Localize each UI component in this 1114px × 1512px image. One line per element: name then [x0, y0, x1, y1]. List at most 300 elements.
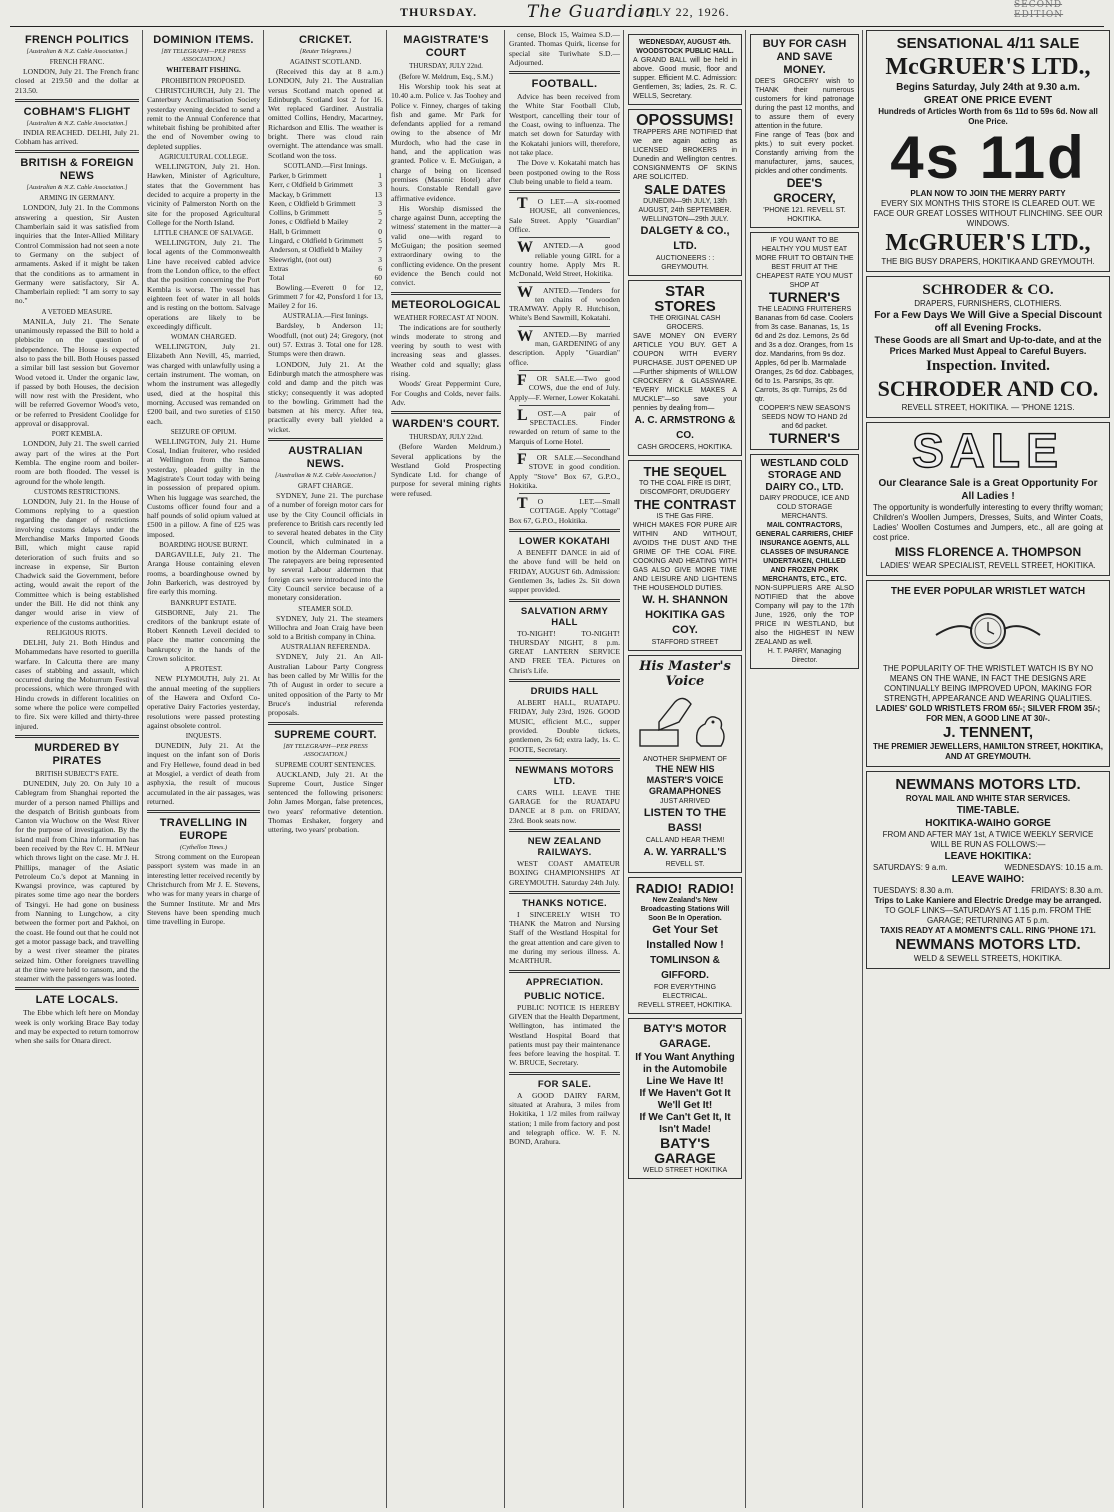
headline-meteorological: METEOROLOGICAL	[391, 298, 501, 311]
article-text: The indications are for southerly winds moderate to strong and veering by south to west with increasing seas and glasses. Weather cold and squally; glass rising.	[391, 322, 501, 379]
notice-heading: NEWMANS MOTORS LTD.	[515, 764, 614, 787]
ad-text: CALL AND HEAR THEM!	[645, 837, 725, 844]
article-text: LONDON, July 21. The swell carried away part of the wires at the Port Kembla. The engine room and boiler-room are both flooded. The vessel is aground for the whole length.	[15, 439, 139, 486]
notice-heading: NEW ZEALAND RAILWAYS.	[527, 836, 602, 858]
ad-subheading: SALE DATES	[644, 182, 726, 197]
timetable-cell: TUESDAYS: 8.30 a.m.	[873, 886, 954, 895]
notice-heading: FOR SALE.	[537, 1078, 592, 1090]
article-text: The Dove v. Kokatahi match has been postponed owing to the Ross Club being unable to field a team.	[509, 158, 620, 186]
ad-schroder	[866, 276, 1110, 418]
column-rule	[745, 30, 746, 1508]
article-text: LONDON, July 21. At the Edinburgh match the atmosphere was cold and damp and the pitch was sticky; consequently it was adopted to the bowling. Grimmett had the batsmen at his mercy. After tea, practically every ball yielded a wicket.	[268, 359, 383, 434]
subhead: SEIZURE OF OPIUM.	[170, 427, 237, 436]
subhead: BANKRUPT ESTATE.	[170, 598, 237, 607]
article-text: (Before Warden Meldrum.) Several applications by the Westland Gold Prospecting Syndicate Ltd. for change of purpose for several mining rights were refused.	[391, 442, 501, 498]
batsman: Collins, b Grimmett	[269, 208, 330, 218]
article-text: INDIA REACHED. DELHI, July 21. Cobham has arrived.	[15, 127, 139, 147]
classified-ad: WANTED.—A good reliable young GIRL for a country home. Apply Mrs R. McDonald, Weld Street, Hokitika.	[509, 239, 620, 279]
headline-supreme-court: SUPREME COURT.	[274, 728, 377, 741]
article-text: DELHI, July 21. Both Hindus and Mohammedans have resorted to guerilla warfare. In Calcutta there are many cases of stabbing and assault, which occurred during the Mohurrum Festival processions, which were thronged with Hindu crowds in different localities on some where the police were compelled to fire. Six were killed and thirty-three injured.	[15, 637, 139, 731]
headline-magistrates-court: MAGISTRATE'S COURT	[403, 34, 489, 59]
timetable-heading: LEAVE WAIHO:	[951, 874, 1025, 885]
notice-text: I SINCERELY WISH TO THANK the Matron and Nursing Staff of the Westland Hospital for the great attention and care given to me during my serious illness. A. McARTHUR.	[509, 909, 620, 966]
ad-company: W. H. SHANNON	[642, 594, 728, 606]
batsman: Kerr, c Oldfield b Grimmett	[269, 180, 354, 190]
ad-company: DEE'S GROCERY,	[773, 176, 836, 205]
divider	[509, 829, 620, 832]
classified-ad: LOST.—A pair of SPECTACLES. Finder rewarded on return of same to the Marquis of Lorne Hotel.	[509, 406, 620, 446]
divider	[15, 99, 139, 102]
ad-star-stores	[628, 280, 742, 456]
batsman: Hall, b Grimmett	[269, 226, 321, 236]
headline-french-politics: FRENCH POLITICS	[24, 34, 130, 46]
article-text: Strong comment on the European passport system was made in an interesting letter received recently by Christchurch from Mr J. E. Stevens, who was for many years in charge of the Sumner Institute. Mr and Mrs Stevens have been spending much time travelling in Europe.	[147, 852, 261, 927]
right-ad-block	[866, 30, 1110, 1508]
ad-company: A. W. YARRALL'S	[643, 847, 727, 858]
ad-text: DUNEDIN—9th JULY, 13th AUGUST, 24th SEPTEMBER. WELLINGTON—29th JULY.	[638, 198, 732, 223]
masthead-title: The Guardian	[527, 2, 657, 22]
ad-heading: BATY'S MOTOR GARAGE.	[643, 1023, 727, 1050]
score-row	[268, 199, 383, 208]
article-text: WELLINGTON, July 21. Elizabeth Ann Nevill, 45, married, was charged with unlawfully using a certain instrument. The woman, on whom the instrument was allegedly used, died at the hospital this morning. Accused was remanded on £200 bail, and two sureties of £150 each.	[147, 342, 260, 426]
masthead-edition: SECOND EDITION	[1014, 0, 1064, 20]
headline-late-locals: LATE LOCALS.	[35, 994, 119, 1007]
ad-text: TRAPPERS ARE NOTIFIED that we are again acting as LICENSED BROKERS in Dunedin and Wellington centres. CONSIGNMENTS OF SKINS ARE SOLICITED.	[633, 129, 737, 181]
subhead: GRAFT CHARGE.	[297, 481, 354, 490]
ad-text: Our Clearance Sale is a Great Opportunity For All Ladies !	[878, 478, 1098, 502]
ad-heading: THE SEQUEL	[643, 464, 727, 479]
byline: (Cythellon Times.)	[179, 844, 228, 852]
article-text: (Received this day at 8 a.m.) LONDON, July 21. The Australian versus Scotland match opened at Edinburgh. Scotland lost 2 for 16. Wet replaced Gardiner. Australia omitted Collins, Hendry, Macartney, Richardson and Ellis. The weather is bright. There was cloud rain overnight. The attendance was small. Scotland won the toss.	[268, 67, 383, 160]
ad-heading: THE CONTRAST	[634, 497, 736, 512]
ad-company: SCHRODER & CO.	[922, 282, 1054, 298]
gramophone-illustration	[633, 692, 737, 752]
subhead: RELIGIOUS RIOTS.	[46, 628, 108, 637]
ad-text: CASH GROCERS, HOKITIKA.	[637, 444, 733, 451]
notice-text: TO-NIGHT! TO-NIGHT! THURSDAY NIGHT, 8 p.m. GREAT LANTERN SERVICE AND FREE TEA. Pictures on Christ's Life.	[509, 628, 620, 675]
headline-murdered-by-pirates: MURDERED BY PIRATES	[34, 741, 120, 767]
article-text: SYDNEY, June 21. The purchase of a number of foreign motor cars for use by the City Council officials in preference to British cars recently led to several heated debates in the City Council, which culminated in a motion by the Alderman Courtenay. The ratepayers are being represented by several Labour aldermen that foreign cars were introduced into the City Council service because of a monetary consideration.	[268, 490, 383, 603]
byline: [Australian & N.Z. Cable Association.]	[26, 184, 128, 192]
ad-heading: LISTEN TO THE BASS!	[643, 807, 727, 834]
article-text: AUCKLAND, July 21. At the Supreme Court, Justice Singer sentenced the following prisoners: John James Morgan, false pretences, two years' reformative detention. Thomas Ershaker, forgery and uttering, two years' probation.	[268, 769, 383, 835]
classified-ad: WANTED.—By married man, GARDENING of any description. Apply "Guardian" office.	[509, 327, 620, 367]
ad-batys-garage	[628, 1018, 742, 1179]
ad-date: WEDNESDAY, AUGUST 4th.	[639, 39, 731, 46]
subhead: THURSDAY, JULY 22nd.	[409, 433, 483, 442]
byline: [Australian & N.Z. Cable Association.]	[275, 471, 376, 479]
divider	[268, 722, 383, 725]
ad-text: REVELL STREET, HOKITIKA. — 'PHONE 121S.	[901, 403, 1075, 412]
divider	[15, 150, 139, 153]
divider	[15, 987, 139, 990]
ad-text: Hundreds of Articles Worth from 6s 11d to 59s 6d. Now all One Price.	[878, 107, 1098, 126]
ad-heading: HOKITIKA-WAIHO GORGE	[925, 818, 1051, 829]
timetable-cell: FRIDAYS: 8.30 a.m.	[1031, 886, 1103, 895]
ad-company: McGRUER'S LTD.,	[885, 230, 1091, 256]
runs: 3	[378, 180, 382, 190]
article-text: cense, Block 15, Waimea S.D.—Granted. Thomas Quirk, license for special site Turiwhate S.D.—Adjourned.	[509, 30, 620, 67]
divider	[519, 282, 610, 283]
ad-text: STAFFORD STREET	[651, 639, 719, 646]
headline-cobham-flight: COBHAM'S FLIGHT	[23, 105, 131, 118]
divider	[509, 529, 620, 532]
ad-mcgruers-sale	[866, 30, 1110, 272]
timetable-heading: LEAVE HOKITIKA:	[944, 851, 1032, 862]
ad-woodstock-ball	[628, 34, 742, 105]
ad-heading: OPOSSUMS!	[636, 112, 734, 129]
article-text: WELLINGTON, July 21. The local agents of the Commonwealth Line have received cabled advice from the London office, to the effect that the position concerning the Port Kembla is worse. The vessel has eighteen feet of water in all holds and is resting on the bottom. Salvage operations are likely to be exceedingly difficult.	[147, 238, 260, 331]
divider	[15, 735, 139, 738]
article-text: NEW PLYMOUTH, July 21. At the annual meeting of the suppliers of the Hawera and Oxford Co-operative Dairy Factories yesterday, resolutions were passed protesting against obsolete control.	[147, 674, 260, 730]
classified-ad: TO LET.—Small COTTAGE. Apply "Cottage" Box 67, G.P.O., Hokitika.	[509, 495, 620, 525]
runs: 2	[378, 217, 382, 227]
ad-heading: SALE	[911, 425, 1064, 478]
ad-company: McGRUER'S LTD.,	[885, 54, 1091, 80]
ad-radio	[628, 877, 742, 1014]
notice-heading: SALVATION ARMY HALL	[520, 605, 609, 628]
ad-heading: RADIO!	[687, 881, 735, 896]
ad-company: HOKITIKA GAS COY.	[645, 609, 725, 636]
divider	[509, 679, 620, 682]
ad-text: WELD STREET HOKITIKA	[642, 1167, 728, 1174]
subhead: WHITEBAIT FISHING.	[166, 66, 241, 74]
ad-heading: Get Your Set Installed Now !	[646, 924, 724, 951]
ad-text: Fine range of Teas (box and pkts.) to suit every pocket. Constantly arriving from the manufacturer, jams, sauces, pickles and other condiments.	[755, 132, 854, 175]
masthead-day: THURSDAY.	[400, 5, 478, 19]
ad-thompson-sale	[866, 422, 1110, 576]
article-text: GISBORNE, July 21. The creditors of the bankrupt estate of Robert Kenneth Leveil decided to place the matter concerning the bankruptcy in the hands of the Crown solicitor.	[147, 607, 260, 664]
ad-text: WELD & SEWELL STREETS, HOKITIKA.	[913, 954, 1063, 963]
score-row	[268, 264, 383, 273]
divider	[268, 438, 383, 441]
ad-text: SAVE MONEY ON EVERY ARTICLE YOU BUY. GET A COUPON WITH EVERY PURCHASE. JUST OPENED UP—Further shipments of WILLOW CROCKERY & GLASSWARE. "EVERY MICKLE MAKES A MUCKLE"—so save your pennies by dealing from—	[633, 333, 737, 412]
column-rule	[504, 30, 505, 1508]
batsman: Total	[269, 273, 285, 283]
column-3	[265, 30, 386, 1508]
score-row	[268, 190, 383, 199]
ad-text: IS THE Gas FIRE.	[656, 513, 714, 520]
subhead: WOMAN CHARGED.	[170, 333, 237, 342]
ad-company: TOMLINSON & GIFFORD.	[650, 955, 720, 981]
ad-company: TURNER'S	[769, 289, 840, 305]
batsman: Lingard, c Oldfield b Grimmett	[269, 236, 364, 246]
byline: [Australian & N.Z. Cable Association.]	[26, 119, 128, 127]
notice-heading: PUBLIC NOTICE.	[524, 990, 605, 1002]
batsman: Parker, b Grimmett	[269, 170, 327, 180]
ad-text: THE BIG BUSY DRAPERS, HOKITIKA AND GREYMOUTH.	[881, 257, 1095, 266]
notice-text: A GOOD DAIRY FARM, situated at Arahura, 3 miles from Hokitika, 1 1/2 miles from railway station; 1 mile from factory and post and telegraph office. W. F. N. BOND, Arahura.	[509, 1090, 620, 1147]
timetable-row	[873, 863, 1103, 873]
headline-british-foreign-news: BRITISH & FOREIGN NEWS	[20, 157, 134, 183]
ad-subheading: ROYAL MAIL AND WHITE STAR SERVICES.	[905, 794, 1071, 803]
headline-wardens-court: WARDEN'S COURT.	[392, 418, 500, 431]
ad-text: A GRAND BALL will be held in above. Good music, floor and supper. Efficient M.C. Admission: Gentlemen, 3s; ladies, 2s. R. C. WELLS, Secretary.	[633, 57, 737, 100]
article-text: WELLINGTON, July 21. Hon. Hawken, Minister of Agriculture, states that the Government has decided to acquire a property in the vicinity of Palmerston North on the site for the proposed Agricultural College for the North Island.	[147, 162, 260, 227]
ad-subheading: THE LEADING FRUITERERS	[757, 306, 852, 313]
divider	[147, 810, 260, 813]
divider	[509, 891, 620, 894]
masthead-date: JULY 22, 1926.	[640, 5, 730, 19]
notice-heading: APPRECIATION.	[525, 976, 604, 988]
ad-text: GREAT ONE PRICE EVENT	[923, 95, 1053, 106]
ad-text: Trips to Lake Kaniere and Electric Dredge may be arranged.	[874, 896, 1102, 905]
subhead: PORT KEMBLA.	[51, 430, 103, 439]
subhead: INQUESTS.	[185, 732, 222, 741]
headline-football: FOOTBALL.	[531, 78, 598, 91]
ad-text: DEE'S GROCERY wish to THANK their numerous customers for kind patronage during the past 12 months, and to assure them of every attention in the future.	[755, 78, 854, 130]
column-4	[388, 30, 504, 1508]
ad-heading: WOODSTOCK PUBLIC HALL.	[636, 48, 734, 55]
divider	[519, 405, 610, 406]
subhead: AUSTRALIAN REFERENDA.	[280, 643, 371, 652]
ad-text: MAIL CONTRACTORS, GENERAL CARRIERS, CHIEF INSURANCE AGENTS, ALL CLASSES OF INSURANCE UNDERTAKEN, CHILLED AND FROZEN PORK MERCHANTS, ETC., ETC.	[755, 522, 854, 583]
timetable-cell: WEDNESDAYS: 10.15 a.m.	[1004, 863, 1103, 872]
ad-text: THE PREMIER JEWELLERS, HAMILTON STREET, HOKITIKA, AND AT GREYMOUTH.	[873, 742, 1103, 761]
ad-company: DALGETY & CO., LTD.	[640, 225, 730, 252]
scorecard	[268, 171, 383, 283]
column-rule	[263, 30, 264, 1508]
ad-his-masters-voice	[628, 655, 742, 873]
article-text: LONDON, July 21. The French franc closed at 219.50 and the dollar at 213.50.	[15, 67, 139, 95]
notice-text: CARS WILL LEAVE THE GARAGE for the RUATAPU DANCE at 8 p.m. on FRIDAY, 23rd. Book seats now.	[509, 787, 620, 825]
ad-text: If We Can't Get It, It Isn't Made!	[639, 1112, 731, 1135]
article-text: DUNEDIN, July 20. On July 10 a Cablegram from Shanghai reported the murder of a person named Phillips and the despatch of British gunboats from Canton via Wuchow on the West River for the purpose of investigation. By the island mail from China information has been received by the Rev C. H. M'Neur which throws light on the case. Mr J. H. Phillips, manager of the Asiatic Petroleum Co.'s depot at Manning in Kwangsi province, was captured by pirates some time ago near the borders of Tsingyi. He had gone on business from Nanning to Lungchow, a city between the former port and Pakhoi, on the coast. He found out that he could not get a motor passage back, and travelling by a west river steamer the pirates seized him. Other foreigners travelling at the time were held to ransom, and the steamer with the passengers was looted.	[15, 778, 139, 984]
column-rule	[142, 30, 143, 1508]
byline: [Australian & N.Z. Cable Association.]	[26, 48, 128, 55]
ad-dees-grocery	[750, 34, 859, 228]
article-text: LONDON, July 21. In the Commons answering a question, Sir Austen Chamberlain said it was satisfied from inquiries that the Inter-Allied Military Control Commission had not seen a note to Germany on the subject of armaments. Asked if it might be taken that the conditions as to armament in Germany were satisfactory, Sir A. Chamberlain replied: "I am sorry to say no."	[15, 203, 139, 306]
ad-company: J. TENNENT,	[942, 724, 1033, 741]
ad-company: NEWMANS MOTORS LTD.	[895, 776, 1081, 793]
divider	[509, 190, 620, 193]
batsman: Mackay, b Grimmett	[269, 189, 332, 199]
ad-heading: WESTLAND COLD STORAGE AND DAIRY CO., LTD.	[760, 458, 849, 493]
ad-hokitika-gas	[628, 460, 742, 651]
runs: 1	[378, 170, 382, 180]
batsman: Anderson, st Oldfield b Mailey	[269, 245, 363, 255]
ad-text: PLAN NOW TO JOIN THE MERRY PARTY	[910, 189, 1066, 198]
runs: 5	[378, 208, 382, 218]
ad-heading: TIME-TABLE.	[956, 805, 1020, 816]
notice-text: ALBERT HALL, RUATAPU. FRIDAY, July 23rd, 1926. GOOD MUSIC, efficient M.C., supper provided. Double tickets, gentlemen, 2s 6d; extra lady, 1s. C. FOOTE, Secretary.	[509, 698, 620, 754]
ad-text: H. T. PARRY, Managing Director.	[767, 648, 842, 664]
article-text: WELLINGTON, July 21. Hume Cosal, Indian fruiterer, who resided at Wellington from the Samoa yesterday, pleaded guilty in the Magistrate's Court today with being in possession of prepared opium. When his luggage was searched, the Customs officer found four and a half pounds of solid opium valued at £500 in a pillow. A fine of £25 was imposed.	[147, 436, 260, 539]
ad-text: TO GOLF LINKS—SATURDAYS AT 1.15 p.m. FROM THE GARAGE; RETURNING AT 5 p.m.	[884, 906, 1092, 925]
masthead	[10, 0, 1104, 27]
article-text: His Worship took his seat at 10.40 a.m. Police v. Jas Toohey and Police v. Finney, charges of taking fish and game. Mr Park for defendants applied for a remand owing to the absence of Mr Murdoch, who had the case in hand, and the application was granted. Police v. E. McGuigan, a charge of being on licensed premises (Masonic Hotel) after hours. Constable Rendall gave affirmative evidence.	[391, 82, 501, 203]
runs: 13	[374, 189, 382, 199]
ad-company: TURNER'S	[769, 430, 840, 446]
subhead: CUSTOMS RESTRICTIONS.	[34, 487, 120, 496]
ad-heading: BUY FOR CASH AND SAVE MONEY.	[762, 38, 847, 76]
notice-heading: LOWER KOKATAHI	[519, 536, 610, 548]
ad-text: DAIRY PRODUCE, ICE AND COLD STORAGE MERCHANTS.	[759, 495, 850, 520]
divider	[509, 970, 620, 973]
runs: 3	[378, 254, 382, 264]
ad-text: COOPER'S NEW SEASON'S SEEDS NOW TO HAND 2d and 6d packet.	[758, 405, 851, 430]
ad-heading: THE NEW HIS MASTER'S VOICE GRAMAPHONES	[646, 764, 724, 796]
gramophone-dog-icon	[635, 692, 735, 752]
runs: 5	[378, 236, 382, 246]
timetable-row	[873, 886, 1103, 896]
column-5	[506, 30, 623, 1508]
article-text: Bardsley, b Anderson 11; Woodfull, (not out) 24; Gregory, (not out) 57. Extras 3. Total one for 128. Stumps were then drawn.	[268, 321, 383, 359]
divider	[519, 237, 610, 238]
runs: 7	[378, 245, 382, 255]
headline-australian-news: AUSTRALIAN NEWS.	[288, 444, 363, 470]
article-text: SYDNEY, July 21. The steamers Willochra and Joan Craig have been sold to a British company in China.	[268, 613, 383, 642]
ad-text: New Zealand's New Broadcasting Stations Will Soon Be In Operation.	[640, 897, 730, 922]
ad-text: If You Want Anything in the Automobile Line We Have It!	[635, 1052, 735, 1087]
runs: 0	[378, 226, 382, 236]
ad-text: TO THE COAL FIRE IS DIRT, DISCOMFORT, DRUDGERY	[639, 480, 731, 496]
divider	[509, 599, 620, 602]
headline-cricket: CRICKET.	[298, 34, 353, 46]
score-row	[268, 245, 383, 254]
headline-travelling-in-europe: TRAVELLING IN EUROPE	[159, 817, 248, 843]
ad-text: NON-SUPPLIERS ARE ALSO NOTIFIED that the above Company will pay to the 17th June, 1926, only the TOP PRICE IN WESTLAND, but also the HIGHEST IN NEW ZEALAND as well.	[755, 585, 854, 646]
ad-price: 4s 11d	[890, 124, 1086, 191]
classified-ad: FOR SALE.—Secondhand STOVE in good condition. Apply "Stove" Box 67, G.P.O., Hokitika.	[509, 450, 620, 490]
column-7	[747, 30, 862, 1508]
subhead: WEATHER FORECAST AT NOON.	[393, 313, 499, 322]
score-row	[268, 255, 383, 264]
ad-company: NEWMANS MOTORS LTD.	[895, 936, 1081, 953]
wristlet-watch-icon	[928, 601, 1048, 661]
ad-text: Inspection. Invited.	[926, 358, 1050, 374]
ad-text: Begins Saturday, July 24th at 9.30 a.m.	[896, 82, 1080, 93]
divider	[519, 493, 610, 494]
subhead: AGAINST SCOTLAND.	[289, 58, 362, 66]
ad-text: FOR EVERYTHING ELECTRICAL.	[653, 984, 717, 1000]
article-text: The Ebbe which left here on Monday week is only working Brace Bay today and may be expected to return tomorrow when she sails for Onara direct.	[15, 1008, 139, 1046]
ad-text: IF YOU WANT TO BE HEALTHY YOU MUST EAT MORE FRUIT TO OBTAIN THE BEST FRUIT AT THE CHEAPEST RATE YOU MUST SHOP AT	[755, 237, 854, 289]
notice-heading: DRUIDS HALL	[530, 686, 599, 698]
divider	[509, 71, 620, 74]
divider	[391, 292, 501, 295]
ad-text: ANOTHER SHIPMENT OF	[643, 756, 727, 763]
ad-company: MISS FLORENCE A. THOMPSON	[894, 545, 1082, 559]
divider	[509, 758, 620, 761]
subhead: (Before W. Meldrum, Esq., S.M.)	[399, 73, 493, 81]
subhead: BOARDING HOUSE BURNT.	[159, 541, 248, 550]
ad-text: WHICH MAKES FOR PURE AIR WITHIN AND WITHOUT, AVOIDS THE DUST AND THE GRIME OF THE COAL FIRE. COOKING AND HEATING WITH GAS ALSO GIVE MORE TIME AND LEISURE AND LIGHTENS THE HOUSEHOLD DUTIES.	[633, 522, 737, 592]
divider	[509, 1072, 620, 1075]
score-row	[268, 180, 383, 189]
byline: [BY TELEGRAPH—PER PRESS ASSOCIATION.]	[283, 742, 368, 758]
column-rule	[862, 30, 863, 1508]
score-row	[268, 236, 383, 245]
notice-text: WEST COAST AMATEUR BOXING CHAMPIONSHIPS AT GREYMOUTH. Saturday 24th July.	[509, 859, 620, 887]
ad-text: Bananas from 6d case. Coolers from 3s case. Bananas, 1s, 1s 6d and 2s doz. Lemons, 2s 6d and 3s a doz. Oranges, from 1s doz. Mandarins, from 9s doz. Apples, 6d per lb. Marmalade Oranges, 2s 6d doz. Cabbages, 6d to 1s. Parsnips, 3s qtr. Carrots, 3s qtr. Turnips, 2s 6d qtr.	[755, 315, 854, 403]
subhead: SUPREME COURT SENTENCES.	[275, 760, 376, 769]
score-row	[268, 217, 383, 226]
article-text: MANILA, July 21. The Senate unanimously repassed the Bill to hold a plebiscite on the question of independence. The House is expected also to pass the bill. Both Houses passed a similar bill last session but Governor Wood vetoed it. Under the organic law, if passed by both Houses, the decision will now rest with the President, who will be referred Governor Wood's veto, or be referred to President Coolidge for approval or disapproval.	[15, 316, 139, 429]
ad-turners-fruiterers	[750, 232, 859, 450]
ad-text: These Goods are all Smart and Up-to-date, and at the Prices Marked Must Appeal to Careful Buyers.	[874, 335, 1102, 356]
ad-company: SCHRODER AND CO.	[877, 376, 1099, 401]
runs: 60	[374, 273, 382, 283]
ad-text: 'PHONE 121. REVELL ST. HOKITIKA.	[763, 207, 846, 223]
ad-text: For a Few Days We Will Give a Special Discount off all Evening Frocks.	[874, 310, 1102, 334]
article-text: Bowling.—Everett 0 for 12, Grimmett 7 for 42, Ponsford 1 for 13, Mailey 2 for 16.	[268, 282, 383, 311]
article-text: DARGAVILLE, July 21. The Aranga House containing eleven rooms, a boardinghouse owned by John Barkerich, was destroyed by fire early this morning.	[147, 550, 260, 597]
article-text: Woods' Great Peppermint Cure, For Coughs and Colds, never fails. Adv.	[391, 379, 501, 407]
ad-newmans-motors	[866, 771, 1110, 969]
runs: 6	[378, 263, 382, 273]
subhead: FRENCH FRANC.	[49, 58, 105, 66]
score-row	[268, 227, 383, 236]
subhead: AUSTRALIA.—First Innings.	[282, 312, 369, 321]
ad-text: LADIES' WEAR SPECIALIST, REVELL STREET, HOKITIKA.	[880, 561, 1096, 570]
ad-text: The opportunity is wonderfully interesting to every thrifty woman; Children's Woollen Jumpers, Dresses, Suits, and Winter Coats, Ladies' Woollen Costumes and Jumpers, etc., all are going at cost price.	[873, 503, 1103, 542]
score-row	[268, 208, 383, 217]
subhead: AGRICULTURAL COLLEGE.	[159, 153, 248, 162]
byline: [Reuter Telegrams.]	[299, 48, 352, 55]
score-row	[268, 273, 383, 282]
ad-text: AUCTIONEERS : : GREYMOUTH.	[655, 255, 715, 271]
divider	[519, 370, 610, 371]
subhead: LITTLE CHANCE OF SALVAGE.	[153, 229, 254, 238]
column-rule	[386, 30, 387, 1508]
ad-westland-cold-storage	[750, 454, 859, 669]
ad-text: REVELL ST.	[665, 861, 705, 868]
ad-heading: His Master's Voice	[639, 659, 731, 689]
batsman: Sleewright, (not out)	[269, 254, 332, 264]
batsman: Jones, c Oldfield b Mailey	[269, 217, 349, 227]
runs: 3	[378, 198, 382, 208]
ad-subheading: DRAPERS, FURNISHERS, CLOTHIERS.	[914, 299, 1062, 308]
score-row	[268, 171, 383, 180]
ad-heading: THE EVER POPULAR WRISTLET WATCH	[890, 586, 1086, 597]
divider	[391, 411, 501, 414]
article-text: His Worship dismissed the charge against Dunn, accepting the witness' statement in the matter—a valid one—with regard to McGuigan; the position seemed extraordinary owing to the conflicting evidence. On the present evidence the Bench could not convict.	[391, 203, 501, 288]
ad-company: BATY'S GARAGE	[654, 1135, 716, 1166]
byline: [BY TELEGRAPH—PER PRESS ASSOCIATION.]	[161, 48, 246, 63]
article-text: LONDON, July 21. In the House of Commons replying to a question regarding the danger of restrictions involving customs delays under the Merchandise Marks Imported Goods Bill, which might cause rapid deterioration of such fruits and so increase in expense, Sir Burton Chadwick said the Government, before acting, would await the report of the Committee which is being established under the Bill. He did not think any danger would arise in view of experience of the customs authorities.	[15, 496, 139, 627]
ad-opossums	[628, 109, 742, 276]
article-text: DUNEDIN, July 21. At the inquest on the infant son of Doris and Fry Hellewe, found dead in bed at Mosgiel, a verdict of death from asphyxia, the result of mucous accumulated in the air passages, was returned.	[147, 741, 260, 806]
divider	[519, 326, 610, 327]
ad-text: EVERY SIX MONTHS THIS STORE IS CLEARED OUT. WE FACE OUR GREAT LOSSES WITHOUT FLINCHING. SEE OUR WINDOWS.	[873, 199, 1103, 228]
ad-text: If We Haven't Got It We'll Get It!	[639, 1088, 731, 1111]
subhead: SCOTLAND.—First Innings.	[283, 161, 368, 170]
article-text: CHRISTCHURCH, July 21. The Canterbury Acclimatisation Society yesterday evening decided to send a remit to the Annual Conference that whitebait fishing be prohibited after the end of November owing to depleted supplies.	[147, 86, 260, 151]
ad-subheading: THE ORIGINAL CASH GROCERS.	[649, 315, 721, 331]
subhead: STEAMER SOLD.	[298, 604, 353, 613]
column-2	[144, 30, 263, 1508]
classified-ad: FOR SALE.—Two good COWS, due the end of July. Apply—F. Werner, Lower Kokatahi.	[509, 371, 620, 402]
article-text: Advice has been received from the White Star Football Club, Westport, cancelling their tour of the Coast, owing to influenza. The match set down for Saturday with the Kokatahi juniors will, therefore, not take place.	[509, 92, 620, 157]
ad-heading: RADIO!	[635, 881, 683, 896]
ad-text: TAXIS READY AT A MOMENT'S CALL. RING 'PHONE 171.	[880, 926, 1096, 935]
subhead: A PROTEST.	[184, 665, 223, 674]
notice-text: PUBLIC NOTICE IS HEREBY GIVEN that the Health Department, Wellington, has intimated the Westland Hospital Board that patients must pay their maintenance fees before leaving the hospital. T. W. BRUCE, Secretary.	[509, 1002, 620, 1068]
ad-text: LADIES' GOLD WRISTLETS FROM 65/-; SILVER FROM 35/-; FOR MEN, A GOOD LINE AT 30/-.	[875, 704, 1101, 723]
headline-dominion-items: DOMINION ITEMS.	[153, 34, 254, 46]
subhead: PROHIBITION PROPOSED.	[161, 77, 246, 85]
column-rule	[623, 30, 624, 1508]
subhead: A VETOED MEASURE.	[41, 307, 113, 316]
ad-text: JUST ARRIVED	[659, 798, 711, 805]
timetable-cell: SATURDAYS: 9 a.m.	[873, 863, 948, 872]
watch-illustration	[873, 601, 1103, 661]
divider	[519, 449, 610, 450]
batsman: Extras	[269, 263, 289, 273]
classified-ad: WANTED.—Tenders for ten chains of wooden TRAMWAY. Apply R. Hutchison, White's Bend Sawmill, Kokatahi.	[509, 283, 620, 323]
subhead: BRITISH SUBJECT'S FATE.	[35, 769, 119, 778]
